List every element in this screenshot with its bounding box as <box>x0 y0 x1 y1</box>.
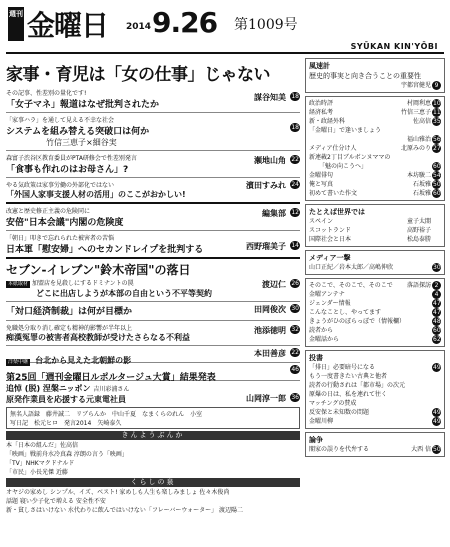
article-author: 竹信三恵子×細谷実 <box>46 138 117 147</box>
article-title: 安倍"日本会議"内閣の危険度 <box>6 218 124 228</box>
column-item[interactable]: 政治時評 村岡利恵 10 <box>309 100 441 107</box>
letter-item[interactable]: 読者の行動されは「都市場」の次元 <box>309 382 406 389</box>
page-number-badge: 50 <box>433 446 441 453</box>
page-number-badge: 32 <box>291 326 299 333</box>
feature-headline: 家事・育児は「女の仕事」じゃない <box>6 65 270 85</box>
world-item[interactable]: 国際社会と日本 松島泰勝 <box>309 236 431 243</box>
article-title: 痴漢冤罪の被害者高校教師が受けたさらなる不利益 <box>6 333 190 342</box>
column-name[interactable]: 写日記 <box>10 420 29 427</box>
misc-item[interactable]: こんなことし、やってます 47 <box>309 309 441 316</box>
divider <box>6 177 300 178</box>
letter-item[interactable]: 金曜川柳 49 <box>309 418 441 425</box>
article-kicker: やる気政策は家事労働の外部化ではない <box>6 182 115 189</box>
regular-columns-box <box>6 407 300 429</box>
block-title: 歴史的事実と向き合うことの重要性 <box>309 72 421 80</box>
column-item[interactable]: 金曜俳句 本坊駿二 54 <box>309 172 441 179</box>
article-false-accusation[interactable] <box>6 323 300 343</box>
letter-item[interactable]: マッチングの賛成 <box>309 400 357 407</box>
article-tag: 洋楽中継 <box>8 359 29 365</box>
debate-title: 閣家の誤りを代弁する <box>309 446 370 453</box>
page-number-badge: 9 <box>432 81 441 90</box>
column-item[interactable]: 「魅の向こうへ」 60 <box>319 163 441 170</box>
article-author: 編集部 <box>262 209 286 218</box>
article-title: 「女子マネ」報道はなぜ批判されたか <box>6 100 160 110</box>
misc-item[interactable]: きょうがひのぼらっぽで（情報欄） 48 <box>309 318 441 325</box>
world-block <box>305 204 445 247</box>
article-kicker: 追悼 (脱) 涅槃ニッポン <box>6 384 91 393</box>
world-item[interactable]: スペイン 童子太閤 <box>309 218 431 225</box>
culture-item[interactable]: 「TV」NHKマクドナルド <box>6 460 75 467</box>
column-item[interactable]: メディア仕分け人 北原みのり 27 <box>309 145 441 152</box>
block-heading: メディア一撃 <box>309 254 351 262</box>
divider <box>6 345 300 346</box>
misc-item[interactable]: 読者から 60 <box>309 327 441 334</box>
columns-row-2 <box>10 418 296 427</box>
article-title: どこに出店しようが本部の自由という不平等契約 <box>36 289 212 298</box>
life-item[interactable]: 話題 寝い少子化で増える 安全性不安 <box>6 498 106 505</box>
life-item[interactable]: 新・貧しさはいけない 水代わりに飲んではいけない「フレーバーウォーター」 渡辺陽二 <box>6 507 244 514</box>
page-number-badge: 30 <box>433 264 441 271</box>
article-reportage-award[interactable] <box>6 365 300 383</box>
culture-item[interactable]: 「映画」戦前舟水冷真森 淳朗の言う「映画」 <box>6 451 128 458</box>
article-title: システムを組み替える突破口は何か <box>6 127 150 137</box>
romaji-title: SYŪKAN KIN'YŌBI <box>350 42 438 51</box>
article-author: 池添徳明 <box>254 326 286 335</box>
column-name[interactable]: 発言2014 <box>64 420 92 427</box>
article-comfort-women[interactable] <box>6 233 300 255</box>
page-number-badge: 22 <box>291 349 299 356</box>
page-number-badge: 26 <box>291 280 299 287</box>
article-author: 謀谷知美 <box>254 93 286 102</box>
column-item[interactable]: 福山雅治 56 <box>406 136 441 143</box>
column-item[interactable]: 俺と写真 石坂雅 50 <box>309 181 441 188</box>
column-name[interactable]: なまくらのれん <box>142 411 185 418</box>
article-title: 「対口経済制裁」は何が目標か <box>6 307 133 317</box>
issue-year: 2014 <box>126 22 152 32</box>
article-author: 西野瑠美子 <box>246 242 286 251</box>
page-number-badge: 46 <box>291 366 299 373</box>
column-name[interactable]: 無名人語録 <box>10 411 41 418</box>
misc-item[interactable]: 金曜アンテナ 4 <box>309 290 441 299</box>
column-author: 小室 <box>190 411 203 418</box>
letters-block <box>305 350 445 429</box>
page-number-badge: 12 <box>291 209 299 216</box>
fuusetsu-block[interactable] <box>305 58 445 93</box>
article-title: 原発作業員を応援する元東電社員 <box>6 395 126 404</box>
misc-item[interactable]: ジェンダー情報 47 <box>309 300 441 307</box>
right-column <box>305 58 445 544</box>
masthead <box>6 2 444 58</box>
misc-block <box>305 278 445 347</box>
article-kicker: 「家事ハラ」を通して見える不幸な社会 <box>6 117 115 124</box>
column-author: 中山千夏 <box>112 411 137 418</box>
page-number-badge: 18 <box>291 93 299 100</box>
section-bar-culture: きんようぶんか <box>6 431 300 440</box>
feature-article-2[interactable] <box>6 115 300 148</box>
block-heading: 投書 <box>309 354 323 362</box>
issue-date: 9.26 <box>152 6 218 39</box>
life-item[interactable]: オヤジの家めし シンプル、イズ、ベスト! 家めしも人生も楽しみましょ 佐々木俊尚 <box>6 489 230 496</box>
divider <box>6 150 300 151</box>
block-author: 宇都宮健児 <box>400 82 431 89</box>
media-block[interactable] <box>305 250 445 275</box>
feature-article-4[interactable] <box>6 180 300 200</box>
article-title: 台北から見えた北朝鮮の影 <box>35 356 132 365</box>
letter-item[interactable]: 反安保と未知数の問題 49 <box>309 409 441 416</box>
article-sanctions[interactable] <box>6 304 300 318</box>
page-number-badge: 14 <box>291 242 299 249</box>
column-item[interactable]: 初めて書いた作文 石坂雅 60 <box>309 190 441 197</box>
column-item[interactable]: 新連載2丁目ブルボンヌママの <box>309 154 391 161</box>
article-kicker: 「朝日」叩きで忘れられた被害者の苦悩 <box>6 235 115 242</box>
debate-block[interactable] <box>305 432 445 457</box>
page-number-badge: 30 <box>291 305 299 312</box>
divider <box>6 320 300 321</box>
logo-small-text: 週刊 <box>8 7 24 41</box>
columns-row-1 <box>10 409 296 418</box>
article-title: 「外国人家事支援人材の活用」のここがおかしい! <box>6 190 186 199</box>
column-item[interactable]: 新・政経外科 佐高信 35 <box>309 118 441 125</box>
article-tag: 本紙取材 <box>8 281 29 287</box>
feature-article-3[interactable] <box>6 153 300 175</box>
column-item[interactable]: 経済私考 竹信三恵子 11 <box>309 109 441 116</box>
article-author: 田岡俊次 <box>254 305 286 314</box>
misc-item[interactable]: そのこで、そのこで、そのこで 落語探訪 2 <box>309 281 441 290</box>
world-item[interactable]: スコットランド 高野裕子 <box>309 227 431 234</box>
divider <box>6 230 300 231</box>
column-author: 藤井誠二 <box>46 411 71 418</box>
article-seven-eleven[interactable] <box>6 261 300 299</box>
page-number-badge: 18 <box>291 124 299 131</box>
column-author: 松元ヒロ <box>34 420 59 427</box>
misc-item[interactable]: 金曜話から 62 <box>309 336 441 343</box>
article-kicker: 免職処分取り消し確定も精神的影響が半年以上 <box>6 325 133 332</box>
section-bar-life: くらしの泉 <box>6 478 300 487</box>
culture-item[interactable]: 本「日本の組んだ」佐高信 <box>6 442 79 449</box>
block-heading: 風速計 <box>309 62 330 70</box>
article-taipei[interactable] <box>6 348 300 365</box>
article-kicker: 森富子渋谷区教育委員がPTA研修会で性差別発言 <box>6 155 137 162</box>
article-author: 瀬地山角 <box>254 156 286 165</box>
column-item[interactable]: 「金曜日」で逢いましょう <box>309 127 382 134</box>
column-author: 矢崎泰久 <box>97 420 122 427</box>
article-author: 濱田すみれ <box>246 181 286 190</box>
article-title: 日本軍「慰安婦」へのセカンドレイプを批判する <box>6 245 204 255</box>
issue-number: 第1009号 <box>234 17 298 33</box>
page-number-badge: 24 <box>291 181 299 188</box>
letter-item[interactable]: もう一度書きたい古典と他者 <box>309 373 388 380</box>
letter-item[interactable]: 「排日」必要暗号になる 49 <box>309 364 441 371</box>
page-number-badge: 22 <box>291 156 299 163</box>
article-title: 第25回「週刊金曜日ルポルタージュ大賞」結果発表 <box>6 373 216 383</box>
divider <box>6 202 300 204</box>
logo-main-text: 金曜日 <box>27 9 109 42</box>
debate-author: 大西 信 <box>411 446 431 453</box>
media-authors: 山口正紀／岩本太郎／高嶋伸欣 <box>309 264 394 271</box>
article-sub: 吉川彩浦さん <box>93 386 130 393</box>
culture-item[interactable]: 「市民」小長光傑 近藤 <box>6 469 68 476</box>
masthead-rule <box>6 52 444 54</box>
article-author: 山岡淳一郎 <box>246 394 286 403</box>
article-author: 本田善彦 <box>254 349 286 358</box>
divider <box>6 257 300 259</box>
article-headline: セブン-イレブン"鈴木帝国"の落日 <box>6 263 191 277</box>
page-number-badge: 36 <box>291 394 299 401</box>
article-tepco-worker[interactable] <box>6 383 300 405</box>
block-heading: たとえば世界では <box>309 208 365 216</box>
feature-article-1[interactable] <box>6 88 300 110</box>
article-author: 渡辺仁 <box>262 280 286 289</box>
article-kicker: その記事、性差別の量化です! <box>6 90 87 97</box>
article-kicker: 加盟店を見殺しにするドミナントの罠 <box>31 280 134 287</box>
divider <box>6 301 300 302</box>
letter-item[interactable]: 原爆の日は、私を連れて往く <box>309 391 388 398</box>
article-kicker: 改憲と歴史修正主義の危険同に <box>6 208 91 215</box>
block-heading: 論争 <box>309 436 323 444</box>
column-name[interactable]: リブらんか <box>76 411 107 418</box>
article-title: 「食事も作れのはお母さん」? <box>6 165 129 175</box>
left-column <box>6 58 300 544</box>
article-abe-cabinet[interactable] <box>6 206 300 228</box>
divider <box>6 112 300 113</box>
regular-columns-block <box>305 96 445 201</box>
